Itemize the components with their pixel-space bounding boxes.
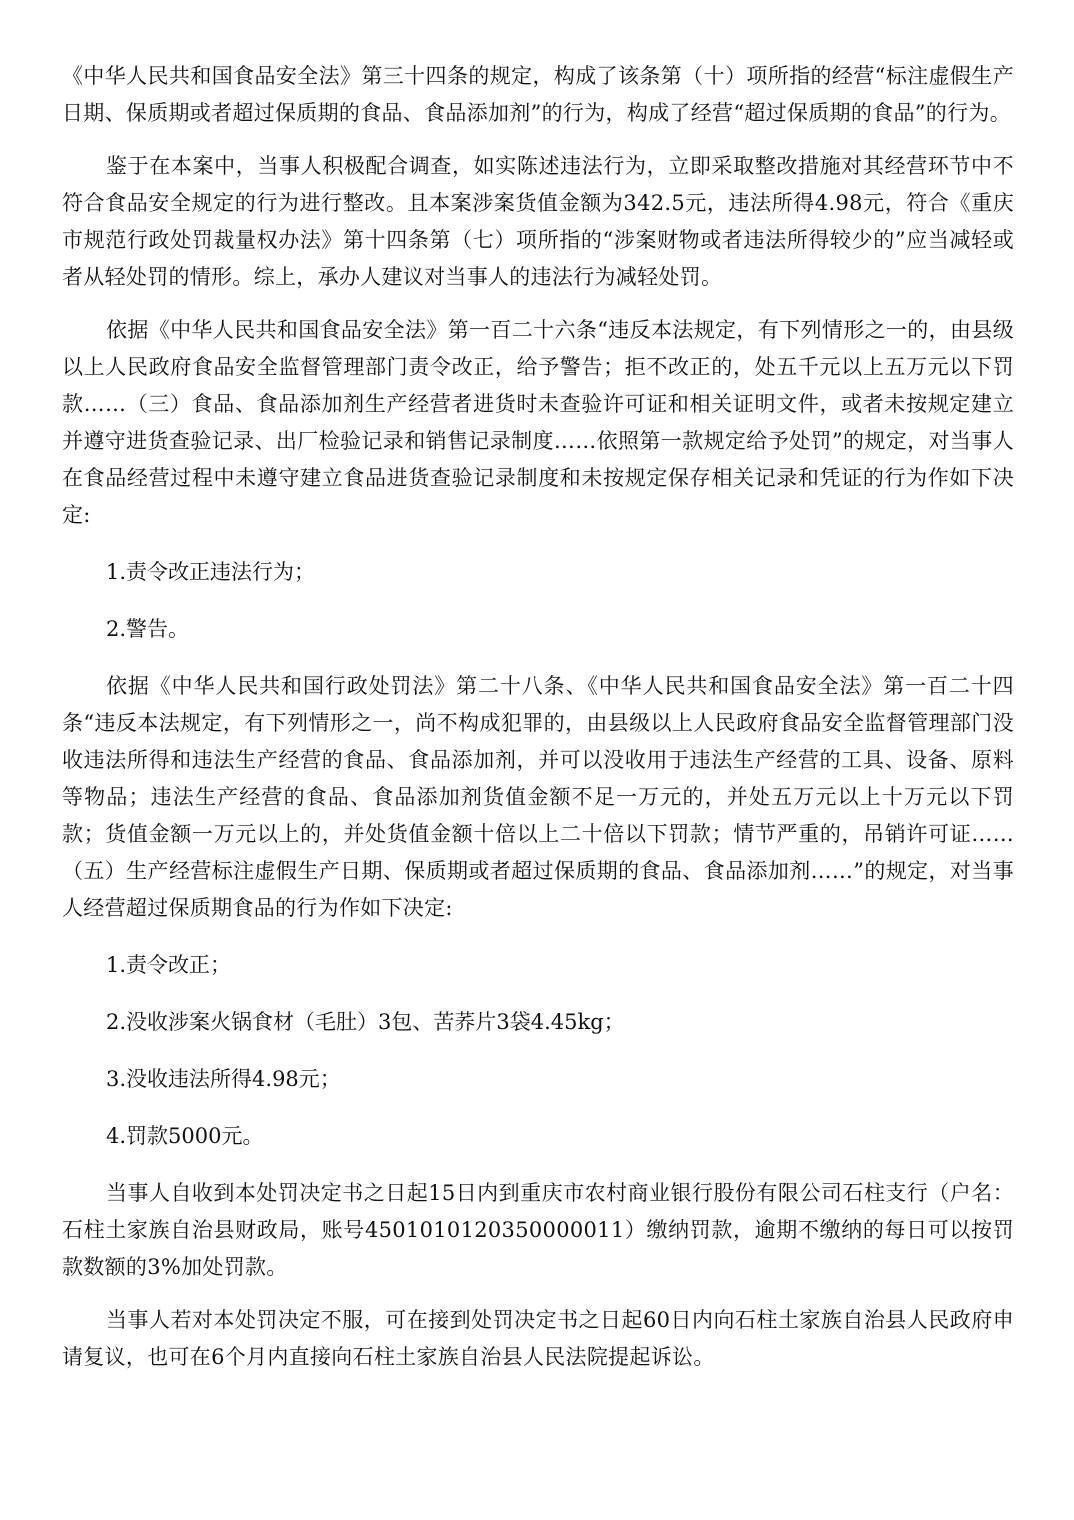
decision1-item: 2.警告。 — [106, 617, 190, 641]
decision2-item: 1.责令改正； — [106, 953, 232, 977]
paragraph-basis-article-124: 依据《中华人民共和国行政处罚法》第二十八条、《中华人民共和国食品安全法》第一百二十四条“违反本法规定，有下列情形之一，尚不构成犯罪的，由县级以上人民政府食品安全监督管理部门没收违法所得和违法生产经营的食品、食品添加剂，并可以没收用于违法生产经营的工具、设备、原料等物品；违法生产经营的食品、食品添加剂货值金额不足一万元的，并处五万元以上十万元以下罚款；货值金额一万元以上的，并处货值金额十倍以上二十倍以下罚款；情节严重的，吊销许可证……（五）生产经营标注虚假生产日期、保质期或者超过保质期的食品、食品添加剂……”的规定，对当事人经营超过保质期食品的行为作如下决定: — [62, 674, 1014, 920]
paragraph-basis-article-126: 依据《中华人民共和国食品安全法》第一百二十六条“违反本法规定，有下列情形之一的，由县级以上人民政府食品安全监督管理部门责令改正，给予警告；拒不改正的，处五千元以上五万元以下罚款……（三）食品、食品添加剂生产经营者进货时未查验许可证和相关证明文件，或者未按规定建立并遵守进货查验记录、出厂检验记录和销售记录制度……依照第一款规定给予处罚”的规定，对当事人在食品经营过程中未遵守建立食品进货查验记录制度和未按规定保存相关记录和凭证的行为作如下决定: — [62, 318, 1014, 527]
decision1-item: 1.责令改正违法行为； — [106, 560, 316, 584]
decision2-item: 3.没收违法所得4.98元； — [106, 1067, 341, 1091]
paragraph-mitigation: 鉴于在本案中，当事人积极配合调查，如实陈述违法行为，立即采取整改措施对其经营环节中不符合食品安全规定的行为进行整改。且本案涉案货值金额为342.5元，违法所得4.98元，符合《重庆市规范行政处罚裁量权办法》第十四条第（七）项所指的“涉案财物或者违法所得较少的”应当减轻或者从轻处罚的情形。综上，承办人建议对当事人的违法行为减轻处罚。 — [62, 154, 1014, 289]
decision2-item: 2.没收涉案火锅食材（毛肚）3包、苦荞片3袋4.45kg； — [106, 1010, 625, 1034]
paragraph-appeal-rights: 当事人若对本处罚决定不服，可在接到处罚决定书之日起60日内向石柱土家族自治县人民政府申请复议，也可在6个月内直接向石柱土家族自治县人民法院提起诉讼。 — [62, 1308, 1014, 1369]
paragraph-legal-basis-continued: 《中华人民共和国食品安全法》第三十四条的规定，构成了该条第（十）项所指的经营“标注虚假生产日期、保质期或者超过保质期的食品、食品添加剂”的行为，构成了经营“超过保质期的食品”的行为。 — [62, 64, 1014, 125]
paragraph-payment-instructions: 当事人自收到本处罚决定书之日起15日内到重庆市农村商业银行股份有限公司石柱支行（户名：石柱土家族自治县财政局，账号4501010120350000011）缴纳罚款，逾期不缴纳的每日可以按罚款数额的3%加处罚款。 — [62, 1181, 1014, 1279]
decision2-item: 4.罚款5000元。 — [106, 1124, 264, 1148]
